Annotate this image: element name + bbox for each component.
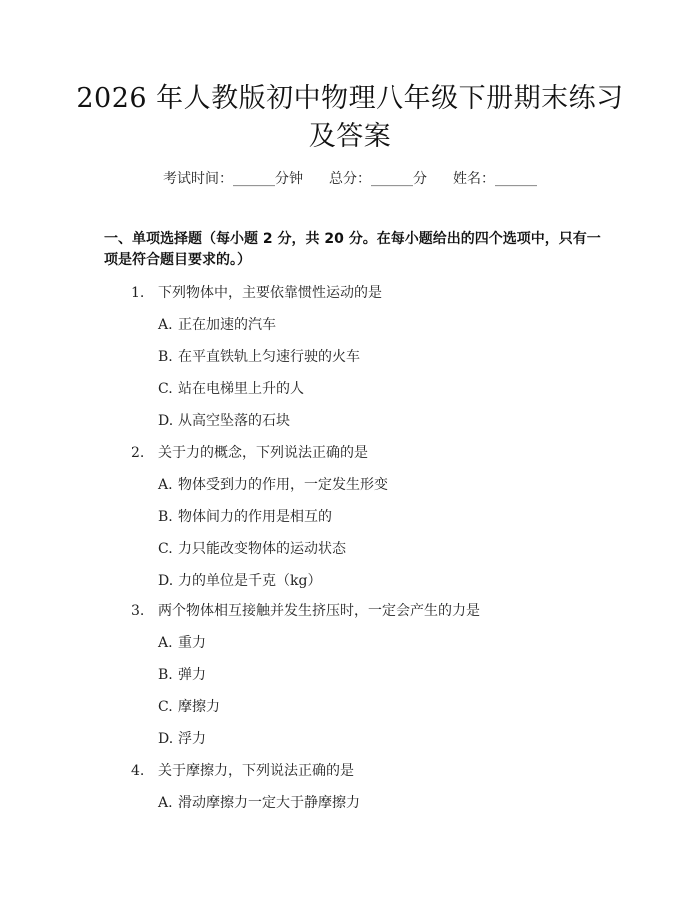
question-text: 两个物体相互接触并发生挤压时，一定会产生的力是 — [158, 603, 480, 619]
question-text: 关于力的概念，下列说法正确的是 — [158, 445, 368, 461]
option-letter: C. — [158, 381, 173, 397]
question-stem — [131, 600, 480, 620]
option-text: 力只能改变物体的运动状态 — [178, 541, 346, 557]
title-line-1: 2026 年人教版初中物理八年级下册期末练习 — [76, 83, 624, 114]
option-letter: A. — [158, 317, 173, 333]
option-text: 在平直铁轨上匀速行驶的火车 — [178, 349, 360, 365]
question-option — [158, 314, 276, 334]
section-heading: 一、单项选择题（每小题 2 分，共 20 分。在每小题给出的四个选项中，只有一项是符合题目要求的。） — [104, 231, 601, 268]
option-letter: D. — [158, 573, 174, 589]
question-option — [158, 410, 290, 430]
question-stem — [131, 442, 368, 462]
question-stem — [131, 760, 354, 780]
option-letter: C. — [158, 541, 173, 557]
question-option — [158, 346, 360, 366]
question-option — [158, 474, 388, 494]
option-letter: D. — [158, 413, 174, 429]
question-stem — [131, 282, 382, 302]
question-option — [158, 696, 220, 716]
question-option — [158, 570, 321, 590]
option-letter: B. — [158, 667, 173, 683]
option-text: 摩擦力 — [178, 699, 220, 715]
question-text: 关于摩擦力，下列说法正确的是 — [158, 763, 354, 779]
question-number: 2. — [131, 445, 145, 461]
question-number: 3. — [131, 603, 145, 619]
question-option — [158, 378, 304, 398]
option-letter: B. — [158, 509, 173, 525]
question-option — [158, 792, 360, 812]
exam-name: 姓名：______ — [453, 171, 537, 187]
option-letter: D. — [158, 731, 174, 747]
option-text: 重力 — [178, 635, 206, 651]
option-letter: A. — [158, 795, 173, 811]
question-number: 1. — [131, 285, 145, 301]
question-option — [158, 506, 332, 526]
option-text: 物体间力的作用是相互的 — [178, 509, 332, 525]
exam-time: 考试时间：______分钟 — [163, 171, 303, 187]
title-line-2: 及答案 — [308, 121, 392, 152]
option-text: 滑动摩擦力一定大于静摩擦力 — [178, 795, 360, 811]
option-text: 弹力 — [178, 667, 206, 683]
question-number: 4. — [131, 763, 145, 779]
option-letter: B. — [158, 349, 173, 365]
option-text: 浮力 — [178, 731, 206, 747]
option-text: 力的单位是千克（kg） — [178, 573, 322, 589]
exam-info — [0, 168, 700, 188]
question-option — [158, 664, 206, 684]
question-option — [158, 728, 206, 748]
question-option — [158, 632, 206, 652]
exam-score: 总分：______分 — [329, 171, 427, 187]
option-text: 物体受到力的作用，一定发生形变 — [178, 477, 388, 493]
option-text: 正在加速的汽车 — [178, 317, 276, 333]
question-option — [158, 538, 346, 558]
document-title — [70, 80, 630, 156]
option-text: 站在电梯里上升的人 — [178, 381, 304, 397]
option-text: 从高空坠落的石块 — [178, 413, 290, 429]
option-letter: A. — [158, 477, 173, 493]
option-letter: A. — [158, 635, 173, 651]
question-text: 下列物体中，主要依靠惯性运动的是 — [158, 285, 382, 301]
option-letter: C. — [158, 699, 173, 715]
